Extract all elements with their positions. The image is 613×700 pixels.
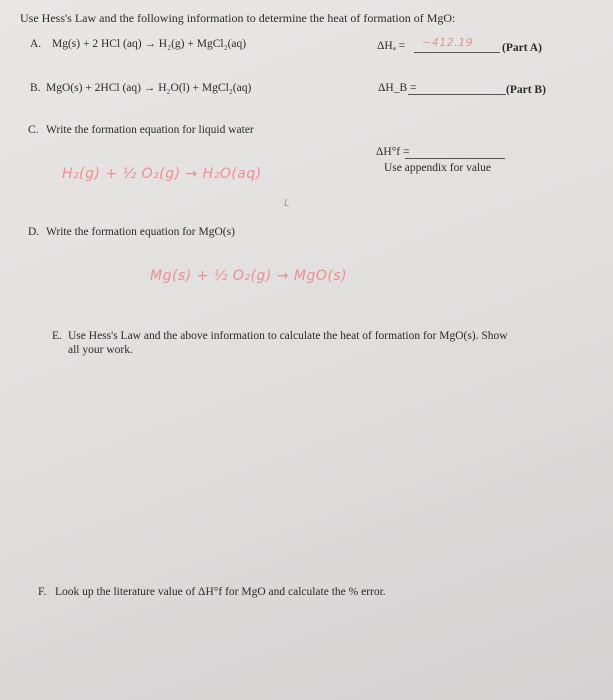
part-b-tag: (Part B) xyxy=(506,84,546,96)
part-c-delta-hf-label: ΔH°f = xyxy=(376,146,410,158)
part-d-handwritten-equation: Mg(s) + ½ O₂(g) → MgO(s) xyxy=(150,268,348,284)
part-c-handwritten-equation: H₂(g) + ½ O₂(g) → H₂O(aq) xyxy=(62,166,262,182)
part-e-line1: Use Hess's Law and the above information to calculate the heat of formation for MgO(s). Show xyxy=(68,330,508,342)
part-a-reaction: Mg(s) + 2 HCl (aq) → H₂(g) + MgCl₂(aq) xyxy=(52,38,247,50)
part-e-label: E. xyxy=(52,330,62,342)
part-b-delta-h-label: ΔH_B = xyxy=(378,82,417,94)
part-a-delta-h-label: ΔHₐ = xyxy=(377,40,406,52)
part-c-prompt: Write the formation equation for liquid water xyxy=(46,124,254,136)
part-b-reaction: MgO(s) + 2HCl (aq) → H₂O(l) + MgCl₂(aq) xyxy=(46,82,252,94)
stray-pen-mark: L xyxy=(284,198,291,209)
part-b-answer-line xyxy=(408,82,506,95)
part-f-label: F. xyxy=(38,586,47,598)
instructions-heading: Use Hess's Law and the following information to determine the heat of formation of MgO: xyxy=(20,11,456,25)
part-a-tag: (Part A) xyxy=(502,42,542,54)
part-a-label: A. xyxy=(30,38,42,50)
part-c-answer-line xyxy=(405,146,505,159)
part-f-prompt: Look up the literature value of ΔH°f for MgO and calculate the % error. xyxy=(55,586,386,598)
part-b-label: B. xyxy=(30,82,41,94)
part-a-handwritten-answer: −412.19 xyxy=(422,36,474,49)
part-c-note: Use appendix for value xyxy=(384,162,491,174)
part-d-label: D. xyxy=(28,226,40,238)
part-c-label: C. xyxy=(28,124,39,136)
part-d-prompt: Write the formation equation for MgO(s) xyxy=(46,226,235,238)
part-e-line2: all your work. xyxy=(68,344,133,356)
